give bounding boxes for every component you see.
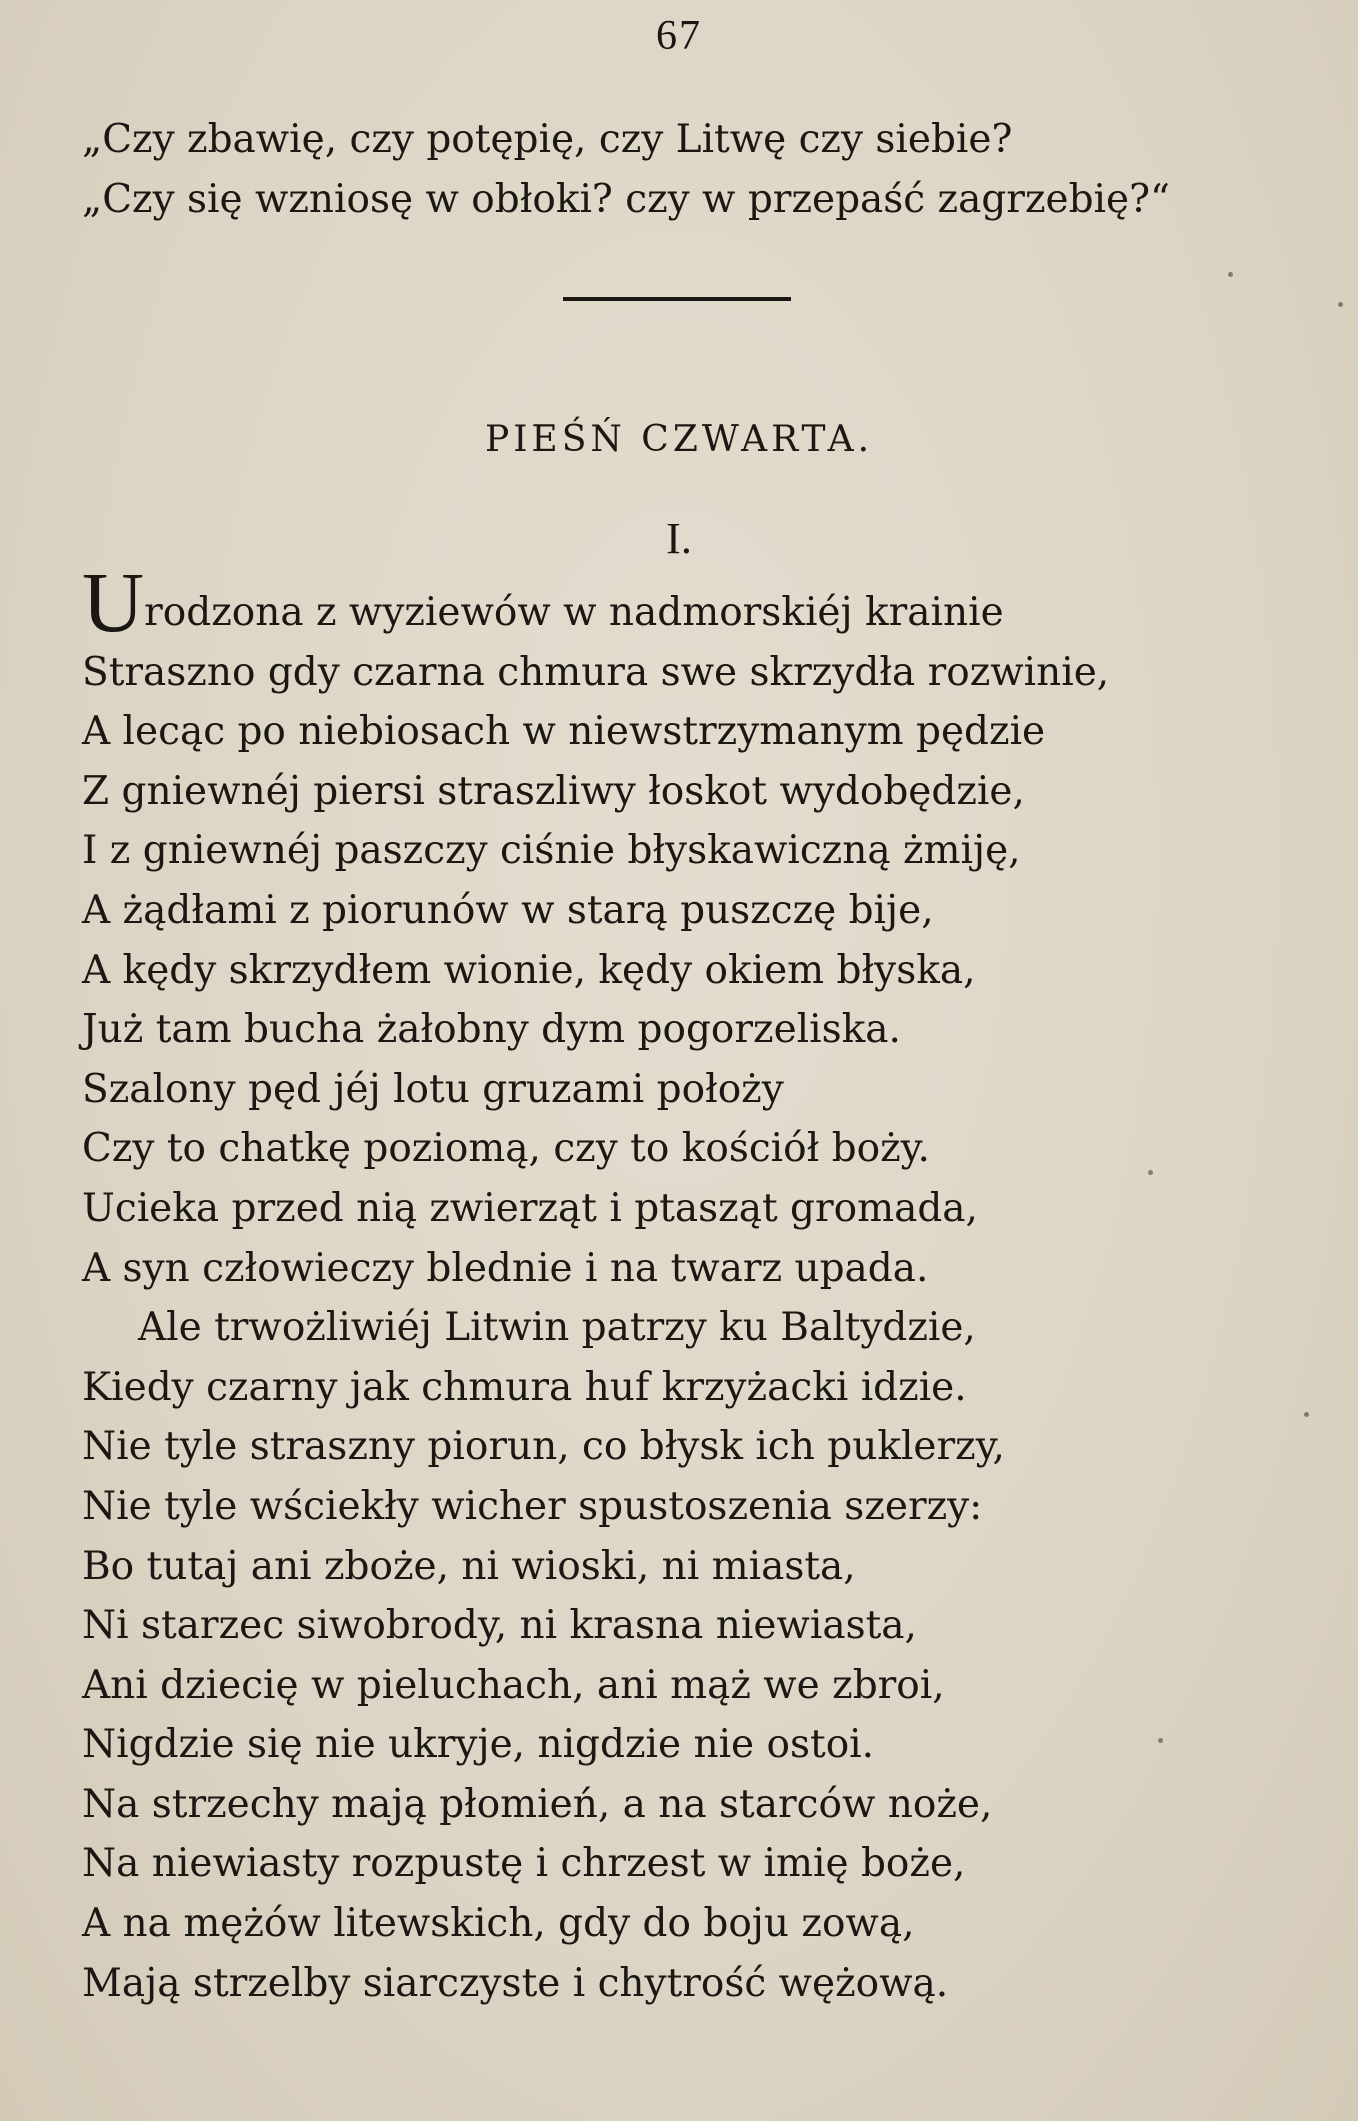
section-divider-rule	[563, 297, 791, 301]
verse-line: Czy to chatkę poziomą, czy to kościół boży.	[82, 1126, 930, 1172]
verse-line: Na strzechy mają płomień, a na starców noże,	[82, 1781, 993, 1827]
verse-line: „Czy zbawię, czy potępię, czy Litwę czy siebie?	[82, 117, 1013, 162]
verse-line: A kędy skrzydłem wionie, kędy okiem błyska,	[82, 947, 976, 993]
verse-line: Nie tyle straszny piorun, co błysk ich puklerzy,	[82, 1424, 1005, 1470]
verse-block	[82, 554, 1322, 2013]
verse-line: Już tam bucha żałobny dym pogorzeliska.	[82, 1007, 901, 1053]
verse-line: Na niewiasty rozpustę i chrzest w imię boże,	[82, 1841, 966, 1887]
paper-speck	[1228, 272, 1233, 277]
verse-line: A syn człowieczy blednie i na twarz upada.	[82, 1245, 929, 1291]
closing-quote-block	[82, 110, 1322, 230]
verse-line: I z gniewnéj paszczy ciśnie błyskawiczną żmiję,	[82, 828, 1021, 874]
verse-line: Nigdzie się nie ukryje, nigdzie nie ostoi.	[82, 1722, 875, 1768]
canto-title: PIEŚŃ CZWARTA.	[484, 419, 874, 460]
verse-line: A na mężów litewskich, gdy do boju zową,	[82, 1901, 915, 1947]
verse-line: A lecąc po niebiosach w niewstrzymanym pędzie	[82, 709, 1046, 755]
page-number: 67	[656, 13, 702, 59]
paper-speck	[1158, 1738, 1163, 1743]
verse-line: Nie tyle wściekły wicher spustoszenia szerzy:	[82, 1483, 983, 1529]
paper-speck	[1148, 1170, 1153, 1175]
paper-speck	[1338, 302, 1343, 307]
verse-line: Z gniewnéj piersi straszliwy łoskot wydobędzie,	[82, 768, 1025, 814]
paper-speck	[1304, 1412, 1309, 1417]
verse-line: A żądłami z piorunów w starą puszczę bije,	[82, 887, 934, 933]
first-line-text: rodzona z wyziewów w nadmorskiéj krainie	[144, 590, 1004, 635]
verse-line: Kiedy czarny jak chmura huf krzyżacki idzie.	[82, 1364, 967, 1410]
verse-line: Straszno gdy czarna chmura swe skrzydła rozwinie,	[82, 649, 1110, 695]
section-number: I.	[666, 514, 692, 563]
verse-line: Szalony pęd jéj lotu gruzami położy	[82, 1066, 784, 1112]
verse-line: Mają strzelby siarczyste i chytrość wężową.	[82, 1960, 949, 2006]
verse-line-first	[82, 554, 1322, 650]
verse-line: Bo tutaj ani zboże, ni wioski, ni miasta,	[82, 1543, 856, 1589]
drop-cap: U	[82, 554, 145, 650]
verse-line: Ani dziecię w pieluchach, ani mąż we zbroi,	[82, 1662, 945, 1708]
verse-line: Ucieka przed nią zwierząt i ptasząt gromada,	[82, 1185, 978, 1231]
verse-line: „Czy się wzniosę w obłoki? czy w przepaść zagrzebię?“	[82, 177, 1170, 222]
verse-line-indented: Ale trwożliwiéj Litwin patrzy ku Baltydzie,	[138, 1305, 976, 1351]
verse-line: Ni starzec siwobrody, ni krasna niewiasta,	[82, 1603, 917, 1649]
